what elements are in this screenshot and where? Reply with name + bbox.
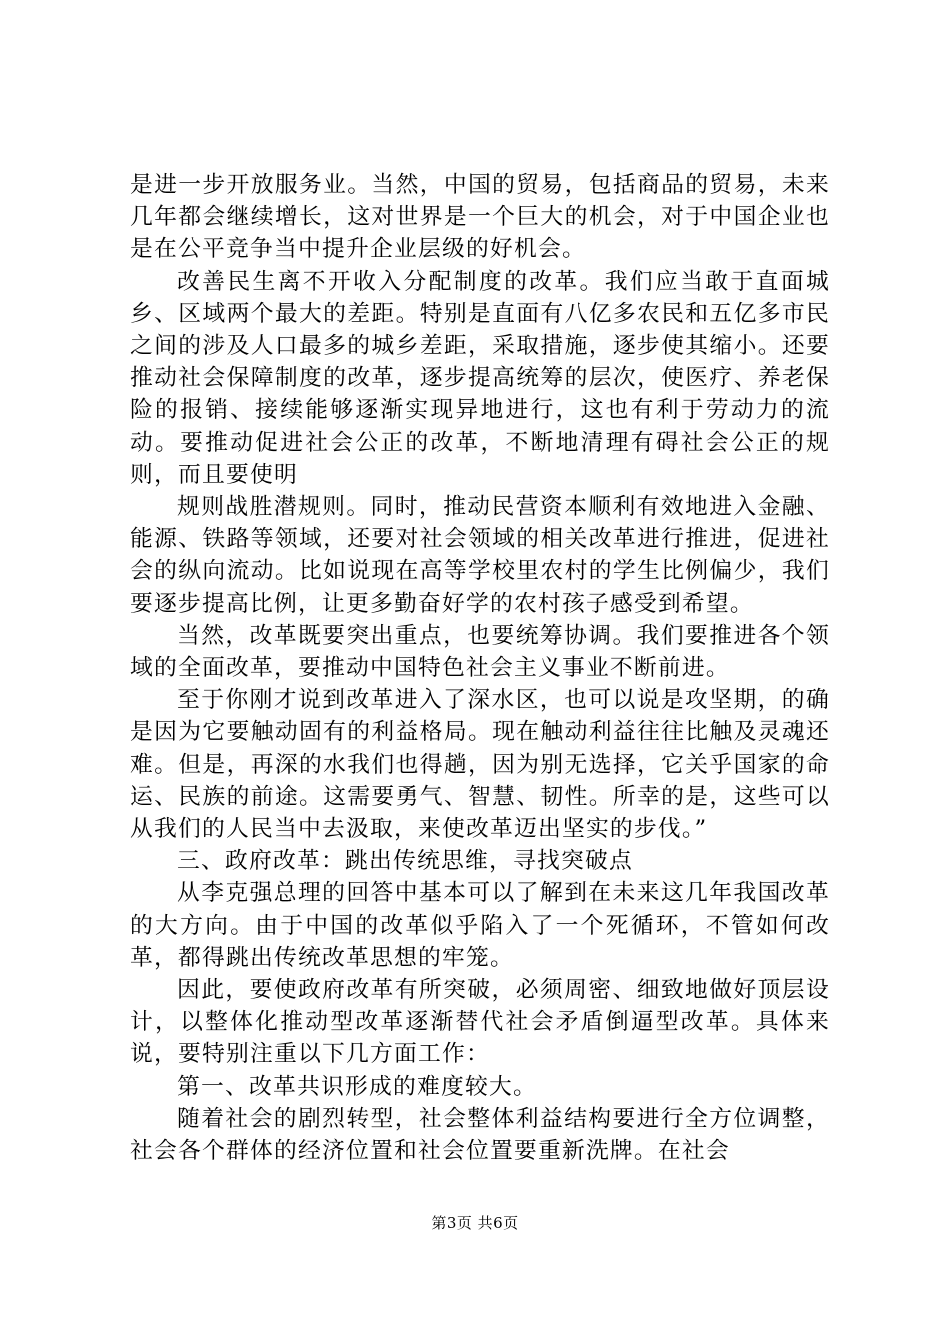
paragraph: 第一、改革共识形成的难度较大。 xyxy=(177,1073,537,1100)
paragraph: 随着社会的剧烈转型，社会整体利益结构要进行全方位调整，社会各个群体的经济位置和社会位置要重新洗牌。在社会 xyxy=(130,1105,830,1165)
paragraph: 至于你刚才说到改革进入了深水区，也可以说是攻坚期，的确是因为它要触动固有的利益格局。现在触动利益往往比触及灵魂还难。但是，再深的水我们也得趟，因为别无选择，它关乎国家的命运、民族的前途。这需要勇气、智慧、韧性。所幸的是，这些可以从我们的人民当中去汲取，来使改革迈出坚实的步伐。” xyxy=(130,687,830,843)
document-body xyxy=(130,169,830,1167)
paragraph: 规则战胜潜规则。同时，推动民营资本顺利有效地进入金融、能源、铁路等领域，还要对社会领域的相关改革进行推进，促进社会的纵向流动。比如说现在高等学校里农村的学生比例偏少，我们要逐步提高比例，让更多勤奋好学的农村孩子感受到希望。 xyxy=(130,494,830,617)
paragraph: 从李克强总理的回答中基本可以了解到在未来这几年我国改革的大方向。由于中国的改革似乎陷入了一个死循环，不管如何改革，都得跳出传统改革思想的牢笼。 xyxy=(130,880,830,971)
section-heading: 三、政府改革：跳出传统思维，寻找突破点 xyxy=(177,848,633,875)
page-number-footer: 第3页 共6页 xyxy=(431,1214,519,1232)
paragraph: 因此，要使政府改革有所突破，必须周密、细致地做好顶层设计，以整体化推动型改革逐渐替代社会矛盾倒逼型改革。具体来说，要特别注重以下几方面工作： xyxy=(130,977,830,1068)
paragraph: 是进一步开放服务业。当然，中国的贸易，包括商品的贸易，未来几年都会继续增长，这对世界是一个巨大的机会，对于中国企业也是在公平竞争当中提升企业层级的好机会。 xyxy=(130,172,830,263)
paragraph: 改善民生离不开收入分配制度的改革。我们应当敢于直面城乡、区域两个最大的差距。特别是直面有八亿多农民和五亿多市民之间的涉及人口最多的城乡差距，采取措施，逐步使其缩小。还要推动社会保障制度的改革，逐步提高统筹的层次，使医疗、养老保险的报销、接续能够逐渐实现异地进行，这也有利于劳动力的流动。要推动促进社会公正的改革，不断地清理有碍社会公正的规则，而且要使明 xyxy=(130,268,830,488)
paragraph: 当然，改革既要突出重点，也要统筹协调。我们要推进各个领域的全面改革，要推动中国特色社会主义事业不断前进。 xyxy=(130,622,830,682)
